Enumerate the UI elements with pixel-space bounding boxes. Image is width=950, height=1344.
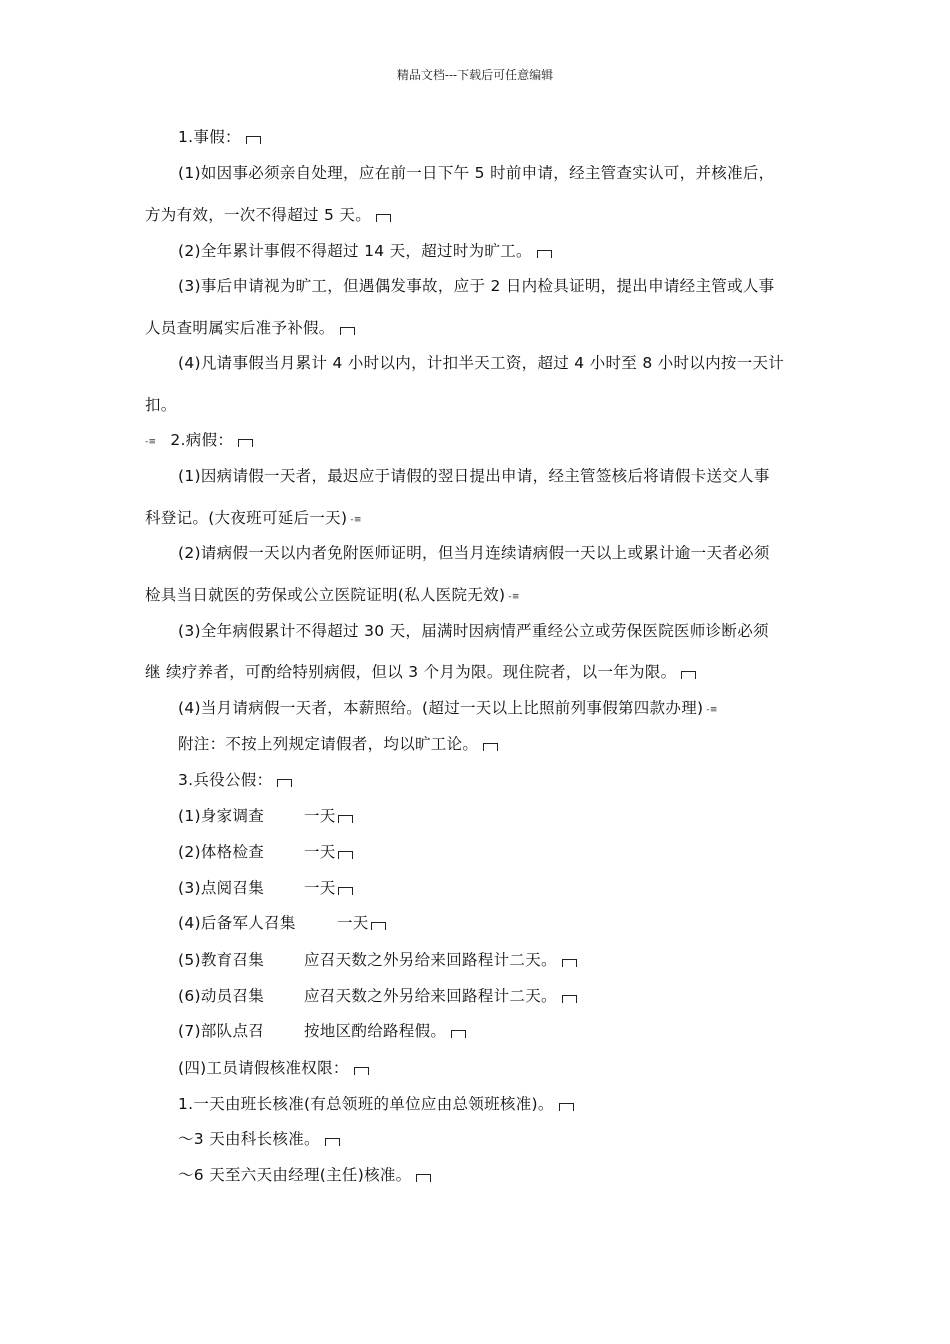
section-title-sick-leave: -≡ 2.病假：	[145, 430, 253, 452]
paragraph-mark-icon	[338, 887, 353, 895]
list-item: (2)体格检查	[178, 843, 265, 861]
paragraph-mark-icon	[238, 439, 253, 447]
paragraph-mark-icon	[537, 250, 552, 258]
paragraph-line: 检具当日就医的劳保或公立医院证明(私人医院无效) -≡	[145, 585, 520, 607]
paragraph-line: 方为有效，一次不得超过 5 天。	[145, 205, 391, 225]
paragraph-mark-icon	[559, 1103, 574, 1111]
list-item: (5)教育召集	[178, 951, 265, 969]
paragraph-line: (4)凡请事假当月累计 4 小时以内，计扣半天工资，超过 4 小时至 8 小时以内按一天计	[178, 354, 785, 372]
list-item-value: 一天	[304, 806, 353, 826]
paragraph-mark-icon	[371, 922, 386, 930]
list-item: (3)点阅召集	[178, 879, 265, 897]
line-break-mark-icon: -≡	[350, 515, 362, 525]
list-item-value: 一天	[304, 842, 353, 862]
paragraph-mark-icon	[416, 1174, 431, 1182]
note-line: 附注：不按上列规定请假者，均以旷工论。	[178, 734, 498, 754]
page-header: 精品文档---下载后可任意编辑	[396, 68, 554, 82]
paragraph-line: 1.一天由班长核准(有总领班的单位应由总领班核准)。	[178, 1094, 574, 1114]
list-item-value: 一天	[304, 878, 353, 898]
paragraph-line: 人员查明属实后准予补假。	[145, 318, 355, 338]
paragraph-mark-icon	[277, 779, 292, 787]
section-title-military-leave: 3.兵役公假：	[178, 770, 292, 790]
paragraph-line: 科登记。(大夜班可延后一天) -≡	[145, 508, 362, 530]
paragraph-line: 继 续疗养者，可酌给特别病假，但以 3 个月为限。现住院者，以一年为限。	[145, 662, 696, 682]
paragraph-line: (2)全年累计事假不得超过 14 天，超过时为旷工。	[178, 241, 552, 261]
paragraph-mark-icon	[562, 959, 577, 967]
paragraph-mark-icon	[340, 327, 355, 335]
line-break-mark-icon: -≡	[706, 705, 718, 715]
list-item-value: 按地区酌给路程假。	[304, 1021, 466, 1041]
paragraph-mark-icon	[338, 851, 353, 859]
list-item-value: 应召天数之外另给来回路程计二天。	[304, 986, 577, 1006]
paragraph-mark-icon	[338, 815, 353, 823]
list-item: (1)身家调查	[178, 807, 265, 825]
paragraph-line: (3)事后申请视为旷工，但遇偶发事故，应于 2 日内检具证明，提出申请经主管或人事	[178, 277, 775, 295]
paragraph-line: (2)请病假一天以内者免附医师证明，但当月连续请病假一天以上或累计逾一天者必须	[178, 544, 770, 562]
paragraph-line: (4)当月请病假一天者，本薪照给。(超过一天以上比照前列事假第四款办理) -≡	[178, 698, 718, 720]
list-item: (4)后备军人召集	[178, 914, 296, 932]
paragraph-line: 扣。	[145, 396, 177, 414]
list-item-value: 一天	[337, 913, 386, 933]
paragraph-line: (3)全年病假累计不得超过 30 天，届满时因病情严重经公立或劳保医院医师诊断必须	[178, 622, 769, 640]
paragraph-mark-icon	[376, 214, 391, 222]
paragraph-line: (1)因病请假一天者，最迟应于请假的翌日提出申请，经主管签核后将请假卡送交人事	[178, 467, 770, 485]
paragraph-mark-icon	[325, 1138, 340, 1146]
paragraph-line: ～6 天至六天由经理(主任)核准。	[178, 1165, 431, 1185]
paragraph-line: (1)如因事必须亲自处理，应在前一日下午 5 时前申请，经主管查实认可，并核准后，	[178, 164, 775, 182]
line-break-mark-icon: -≡	[145, 437, 157, 447]
list-item-value: 应召天数之外另给来回路程计二天。	[304, 950, 577, 970]
section-title-approval-authority: (四)工员请假核准权限：	[178, 1058, 369, 1078]
line-break-mark-icon: -≡	[508, 592, 520, 602]
list-item: (7)部队点召	[178, 1022, 265, 1040]
paragraph-line: ～3 天由科长核准。	[178, 1129, 340, 1149]
paragraph-mark-icon	[483, 743, 498, 751]
paragraph-mark-icon	[562, 995, 577, 1003]
paragraph-mark-icon	[451, 1030, 466, 1038]
paragraph-mark-icon	[246, 136, 261, 144]
paragraph-mark-icon	[681, 671, 696, 679]
list-item: (6)动员召集	[178, 987, 265, 1005]
paragraph-mark-icon	[354, 1067, 369, 1075]
section-title-personal-leave: 1.事假：	[178, 127, 261, 147]
